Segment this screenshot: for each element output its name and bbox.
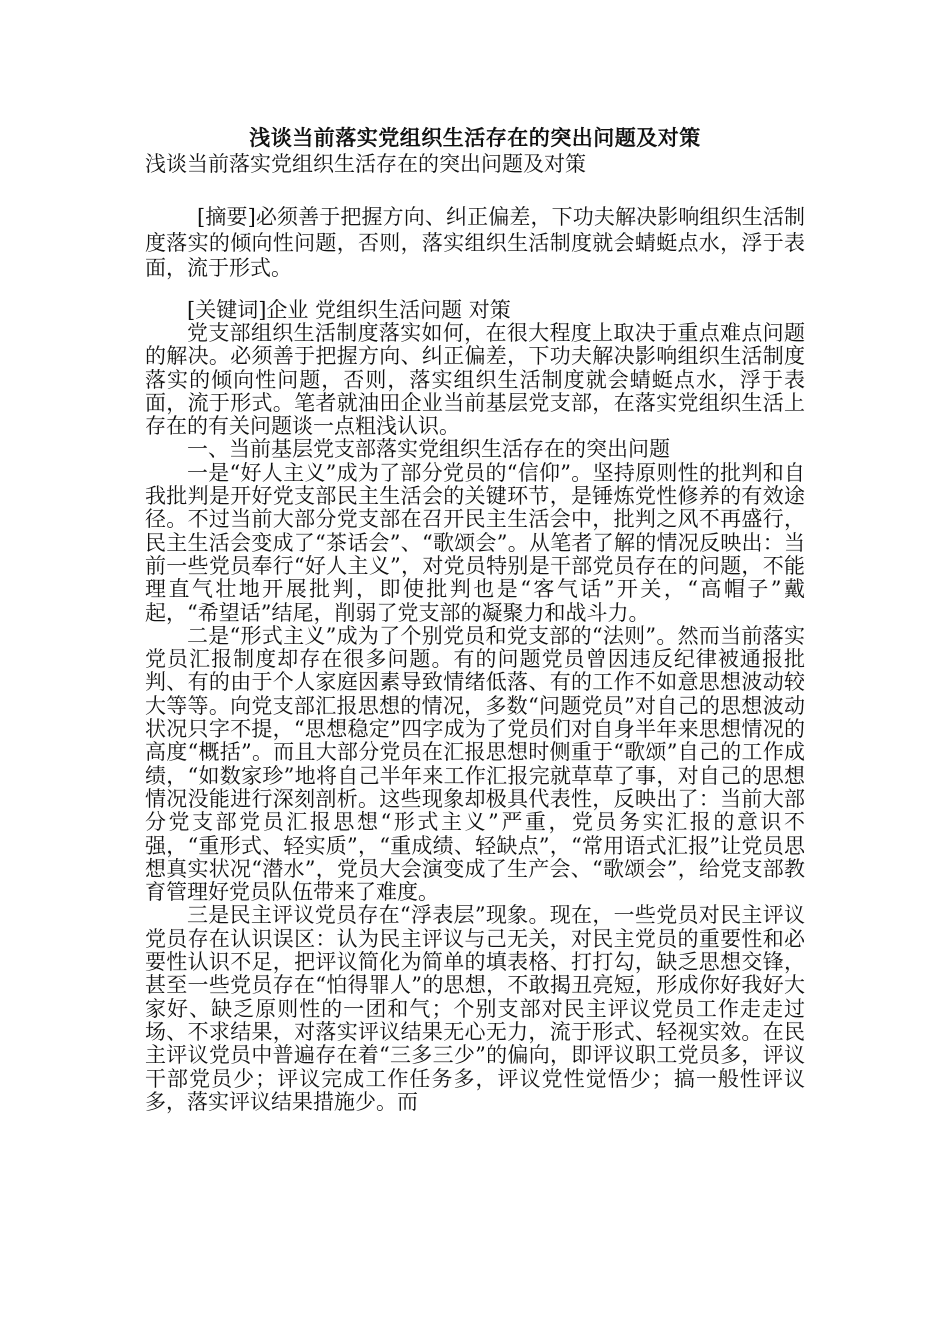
keywords-line: [关键词]企业 党组织生活问题 对策 — [187, 298, 511, 322]
body-paragraph: 二是“形式主义”成为了个别党员和党支部的“法则”。然而当前落实党员汇报制度却存在很多问题。有的问题党员曾因违反纪律被通报批判、有的由于个人家庭因素导致情绪低落、有的工作不如意思想波动较大等等。向党支部汇报思想的情况，多数“问题党员”对自己的思想波动状况只字不提，“思想稳定”四字成为了党员们对自身半年来思想情况的高度“概括”。而且大部分党员在汇报思想时侧重于“歌颂”自己的工作成绩，“如数家珍”地将自己半年来工作汇报完就草草了事，对自己的思想情况没能进行深刻剖析。这些现象却极具代表性，反映出了：当前大部分党支部党员汇报思想“形式主义”严重，党员务实汇报的意识不强，“重形式、轻实质”，“重成绩、轻缺点”，“常用语式汇报”让党员思想真实状况“潜水”，党员大会演变成了生产会、“歌颂会”，给党支部教育管理好党员队伍带来了难度。 — [145, 623, 805, 905]
document-title: 浅谈当前落实党组织生活存在的突出问题及对策 — [249, 125, 701, 150]
section-heading: 一、当前基层党支部落实党组织生活存在的突出问题 — [187, 437, 670, 462]
abstract-paragraph: [摘要]必须善于把握方向、纠正偏差，下功夫解决影响组织生活制度落实的倾向性问题，否则，落实组织生活制度就会蜻蜓点水，浮于表面，流于形式。 — [145, 205, 805, 280]
document-body — [145, 322, 805, 1114]
body-paragraph: 一是“好人主义”成为了部分党员的“信仰”。坚持原则性的批判和自我批判是开好党支部民主生活会的关键环节，是锤炼党性修养的有效途径。不过当前大部分党支部在召开民主生活会中，批判之风不再盛行，民主生活会变成了“茶话会”、“歌颂会”。从笔者了解的情况反映出：当前一些党员奉行“好人主义”，对党员特别是干部党员存在的问题，不能理直气壮地开展批判，即使批判也是“客气话”开关，“高帽子”戴起，“希望话”结尾，削弱了党支部的凝聚力和战斗力。 — [145, 460, 805, 625]
document-subtitle: 浅谈当前落实党组织生活存在的突出问题及对策 — [145, 152, 586, 176]
body-paragraph: 党支部组织生活制度落实如何，在很大程度上取决于重点难点问题的解决。必须善于把握方向、纠正偏差，下功夫解决影响组织生活制度落实的倾向性问题，否则，落实组织生活制度就会蜻蜓点水，浮于表面，流于形式。笔者就油田企业当前基层党支部，在落实党组织生活上存在的有关问题谈一点粗浅认识。 — [145, 321, 805, 439]
body-paragraph: 三是民主评议党员存在“浮表层”现象。现在，一些党员对民主评议党员存在认识误区：认为民主评议与己无关，对民主党员的重要性和必要性认识不足，把评议简化为简单的填表格、打打勾，缺乏思想交锋，甚至一些党员存在“怕得罪人”的思想，不敢揭丑亮短，形成你好我好大家好、缺乏原则性的一团和气；个别支部对民主评议党员工作走走过场、不求结果，对落实评议结果无心无力，流于形式、轻视实效。在民主评议党员中普遍存在着“三多三少”的偏向，即评议职工党员多，评议干部党员少；评议完成工作任务多，评议党性觉悟少；搞一般性评议多，落实评议结果措施少。而 — [145, 903, 805, 1114]
